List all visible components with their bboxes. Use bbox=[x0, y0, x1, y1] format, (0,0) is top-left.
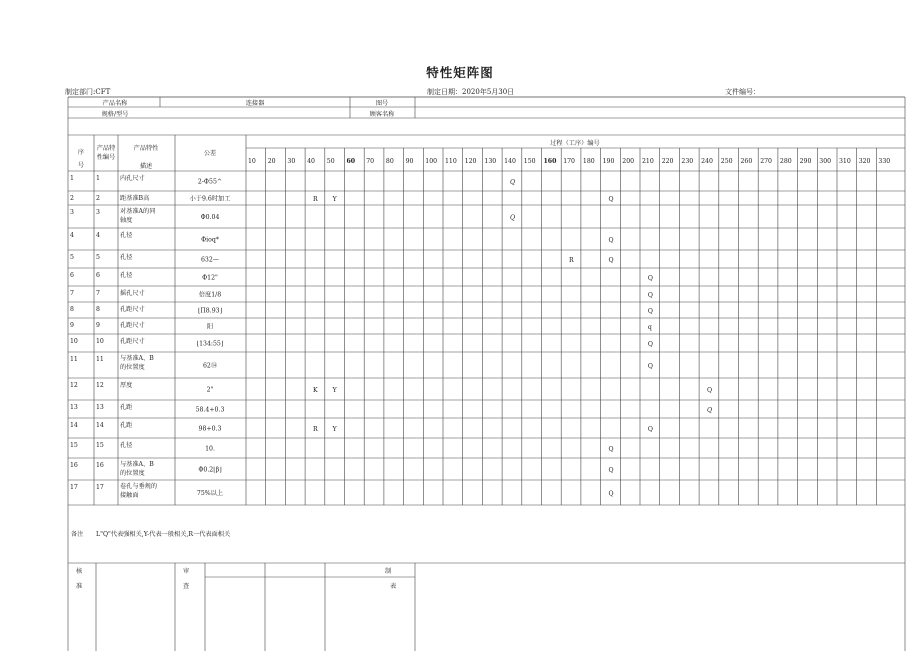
process-col-90: 90 bbox=[405, 158, 414, 165]
row-tolerance: Φ0.04 bbox=[200, 214, 220, 221]
row-desc: 孔径 bbox=[120, 442, 133, 449]
row-desc: 与基准A、B bbox=[120, 461, 154, 468]
process-col-190: 190 bbox=[602, 158, 615, 165]
seq-label-2: 号 bbox=[77, 162, 85, 169]
row-desc: 孔径 bbox=[120, 232, 133, 239]
process-col-10: 10 bbox=[248, 158, 256, 165]
row-char-no: 14 bbox=[96, 422, 104, 429]
row-mark: Q bbox=[647, 426, 653, 433]
row-desc: 内孔尺寸 bbox=[120, 175, 145, 182]
process-col-70: 70 bbox=[366, 158, 375, 165]
char-no-label: 产品特 bbox=[96, 145, 116, 152]
dept-label: 制定部门:CFT bbox=[65, 88, 111, 96]
char-desc-label-2: 描述 bbox=[139, 163, 153, 170]
row-desc: 孔径 bbox=[120, 272, 133, 279]
char-desc-label: 产品特性 bbox=[133, 145, 159, 152]
process-col-200: 200 bbox=[622, 158, 635, 165]
row-char-no: 1 bbox=[96, 175, 100, 182]
row-desc-cont: 的位置度 bbox=[120, 364, 145, 371]
row-seq: 17 bbox=[70, 484, 78, 491]
process-col-80: 80 bbox=[385, 158, 394, 165]
row-tolerance: 62⑭ bbox=[202, 362, 218, 370]
drawing-number-label: 图号 bbox=[375, 100, 389, 107]
review-label: 审 bbox=[183, 568, 190, 575]
row-desc-cont: 的位置度 bbox=[120, 470, 145, 477]
row-seq: 5 bbox=[70, 254, 74, 261]
process-col-170: 170 bbox=[563, 158, 576, 165]
row-mark: Q bbox=[647, 341, 653, 348]
row-seq: 10 bbox=[70, 338, 78, 345]
process-col-20: 20 bbox=[267, 158, 276, 165]
process-col-120: 120 bbox=[464, 158, 477, 165]
tolerance-label: 公差 bbox=[203, 150, 217, 157]
row-desc: 孔径 bbox=[120, 254, 133, 261]
process-col-150: 150 bbox=[523, 158, 536, 165]
row-char-no: 3 bbox=[96, 209, 100, 216]
process-col-240: 240 bbox=[701, 158, 713, 165]
page-title: 特性矩阵图 bbox=[426, 65, 494, 80]
process-col-230: 230 bbox=[681, 158, 694, 165]
process-col-290: 290 bbox=[799, 158, 812, 165]
row-tolerance: 阳 bbox=[206, 323, 214, 331]
process-col-100: 100 bbox=[425, 158, 438, 165]
process-col-210: 210 bbox=[642, 158, 654, 165]
row-mark: Q bbox=[706, 387, 713, 394]
row-desc-cont: 接触面 bbox=[120, 492, 139, 499]
customer-name-label: 顾客名称 bbox=[369, 111, 395, 118]
row-desc-cont: 轴度 bbox=[120, 217, 133, 224]
row-char-no: 5 bbox=[96, 254, 100, 261]
row-seq: 7 bbox=[70, 290, 74, 297]
row-char-no: 6 bbox=[96, 272, 100, 279]
row-seq: 12 bbox=[70, 382, 78, 389]
row-seq: 3 bbox=[70, 209, 74, 216]
process-col-260: 260 bbox=[740, 158, 753, 165]
row-mark: Q bbox=[647, 308, 653, 315]
row-desc: 孔距尺寸 bbox=[120, 322, 145, 329]
process-col-300: 300 bbox=[819, 158, 832, 165]
process-col-50: 50 bbox=[326, 158, 335, 165]
row-mark: Y bbox=[332, 196, 337, 203]
row-tolerance: ⌊134:55⌋ bbox=[196, 340, 224, 348]
process-col-130: 130 bbox=[484, 158, 497, 165]
row-tolerance: 98+0.3 bbox=[198, 425, 222, 433]
product-name-label: 产品名称 bbox=[102, 100, 128, 107]
row-desc: 孔距 bbox=[120, 422, 133, 429]
row-mark: Q bbox=[608, 467, 614, 474]
row-char-no: 8 bbox=[96, 306, 100, 313]
row-tolerance: 小于9.6时加工 bbox=[189, 195, 231, 203]
seq-label: 序 bbox=[77, 149, 85, 156]
row-mark: Q bbox=[706, 407, 713, 414]
row-char-no: 4 bbox=[96, 232, 100, 239]
row-mark: Q bbox=[608, 446, 614, 453]
process-col-320: 320 bbox=[858, 158, 871, 165]
process-col-140: 140 bbox=[504, 158, 516, 165]
row-desc: 与基准A、B bbox=[120, 355, 154, 362]
review-label-2: 查 bbox=[183, 583, 190, 590]
row-tolerance: 10. bbox=[205, 445, 215, 453]
prepare-label: 制 bbox=[385, 568, 392, 575]
process-col-110: 110 bbox=[445, 158, 457, 165]
row-mark: Y bbox=[332, 426, 337, 433]
process-col-280: 280 bbox=[779, 158, 792, 165]
row-seq: 9 bbox=[70, 322, 74, 329]
row-mark: R bbox=[312, 196, 318, 203]
date-label: 制定日期：2020年5月30日 bbox=[427, 88, 515, 96]
row-mark: Q bbox=[647, 363, 653, 370]
approve-label: 核 bbox=[76, 568, 83, 575]
row-mark: Q bbox=[509, 214, 516, 222]
row-mark: Q bbox=[647, 275, 653, 282]
row-desc: 厚度 bbox=[120, 382, 133, 389]
row-seq: 6 bbox=[70, 272, 74, 279]
row-mark: Y bbox=[332, 387, 337, 394]
row-mark: Q bbox=[608, 257, 614, 264]
remark-label: 备注 bbox=[71, 531, 84, 538]
row-mark: Q bbox=[509, 179, 516, 186]
process-col-30: 30 bbox=[287, 158, 296, 165]
approve-label-2: 准 bbox=[76, 583, 83, 590]
process-col-220: 220 bbox=[661, 158, 674, 165]
row-mark: R bbox=[312, 426, 318, 433]
row-desc: 摇孔尺寸 bbox=[120, 290, 145, 297]
row-char-no: 9 bbox=[96, 322, 100, 329]
row-char-no: 15 bbox=[96, 442, 104, 449]
row-seq: 13 bbox=[70, 404, 78, 411]
row-desc: 孔距尺寸 bbox=[120, 306, 145, 313]
row-seq: 15 bbox=[70, 442, 78, 449]
row-char-no: 11 bbox=[96, 356, 104, 363]
process-col-40: 40 bbox=[307, 158, 315, 165]
row-tolerance: 倍度1/8 bbox=[198, 291, 222, 299]
row-char-no: 17 bbox=[96, 484, 104, 491]
row-char-no: 12 bbox=[96, 382, 104, 389]
row-mark: R bbox=[569, 257, 574, 264]
row-tolerance: 58.4+0.3 bbox=[195, 406, 225, 414]
row-desc: 距基准B高 bbox=[120, 195, 150, 202]
row-tolerance: Φ12" bbox=[202, 274, 218, 282]
product-name-value: 连接器 bbox=[245, 100, 265, 107]
row-char-no: 16 bbox=[96, 462, 104, 469]
process-col-310: 310 bbox=[839, 158, 851, 165]
row-seq: 16 bbox=[70, 462, 78, 469]
row-mark: Q bbox=[647, 292, 653, 299]
row-char-no: 7 bbox=[96, 290, 100, 297]
row-seq: 11 bbox=[70, 356, 78, 363]
row-seq: 1 bbox=[70, 175, 74, 182]
process-col-180: 180 bbox=[582, 158, 595, 165]
row-tolerance: 632— bbox=[201, 256, 219, 264]
row-char-no: 2 bbox=[96, 195, 100, 202]
row-seq: 8 bbox=[70, 306, 74, 313]
row-seq: 2 bbox=[70, 195, 74, 202]
row-tolerance: Φ0.2⌊β⌋ bbox=[198, 466, 222, 474]
row-desc: 孔距 bbox=[120, 404, 133, 411]
process-header-label: 过程（工序）编号 bbox=[550, 140, 600, 147]
row-char-no: 10 bbox=[96, 338, 104, 345]
row-mark: Q bbox=[608, 196, 614, 203]
row-mark: q bbox=[647, 324, 652, 331]
process-col-250: 250 bbox=[720, 158, 733, 165]
row-mark: Q bbox=[608, 237, 614, 244]
process-col-330: 330 bbox=[878, 158, 891, 165]
row-tolerance: 2" bbox=[206, 386, 214, 394]
row-char-no: 13 bbox=[96, 404, 104, 411]
row-seq: 4 bbox=[70, 232, 74, 239]
row-tolerance: ⌊Π8.93⌋ bbox=[197, 307, 223, 315]
row-desc: 孔距尺寸 bbox=[120, 338, 145, 345]
row-mark: Q bbox=[608, 490, 614, 498]
char-no-label-2: 性编号 bbox=[96, 154, 116, 161]
row-desc: 对基准A的同 bbox=[120, 208, 156, 215]
process-col-270: 270 bbox=[760, 158, 773, 165]
remark-text: L"Q"代表强相关,Y-代表一般相关,R一代表面相关 bbox=[96, 531, 231, 538]
row-tolerance: 75%以上 bbox=[196, 490, 224, 497]
docno-label: 文件编号： bbox=[725, 88, 760, 96]
prepare-label-2: 表 bbox=[390, 583, 397, 590]
row-desc: 卷孔与垂规的 bbox=[120, 483, 158, 490]
row-tolerance: 2-Φ55^ bbox=[197, 178, 223, 186]
row-tolerance: Φioq* bbox=[201, 236, 219, 244]
model-label: 规格/型号 bbox=[101, 111, 129, 118]
row-seq: 14 bbox=[70, 422, 78, 429]
process-col-60: 60 bbox=[346, 158, 356, 165]
row-mark: K bbox=[312, 387, 318, 394]
process-col-160: 160 bbox=[543, 158, 557, 165]
